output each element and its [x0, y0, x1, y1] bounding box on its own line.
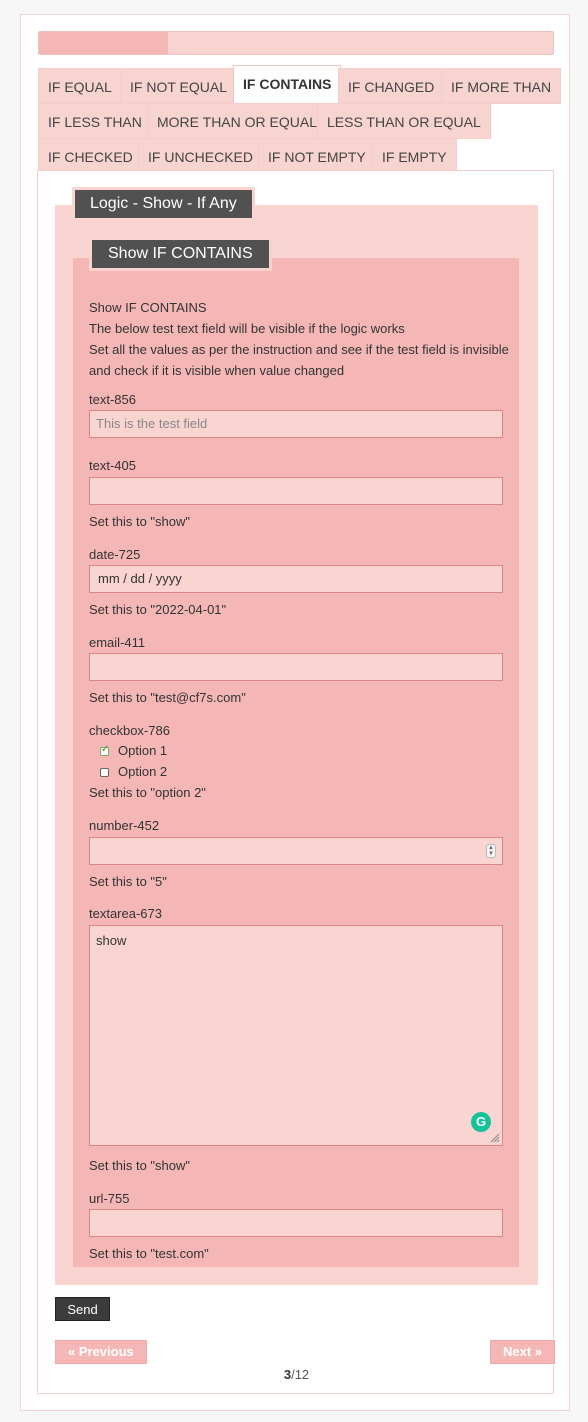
textarea-673-value: show	[96, 933, 127, 948]
tab-less-than-or-equal[interactable]: LESS THAN OR EQUAL	[317, 103, 491, 139]
tab-if-equal[interactable]: IF EQUAL	[38, 68, 122, 104]
option-1-label: Option 1	[118, 743, 168, 758]
tab-if-less-than[interactable]: IF LESS THAN	[38, 103, 152, 139]
logic-group-legend	[72, 187, 255, 221]
number-452-label: number-452	[89, 818, 160, 833]
tab-if-not-equal[interactable]: IF NOT EQUAL	[120, 68, 237, 104]
date-725-input[interactable]: mm / dd / yyyy	[89, 565, 503, 593]
intro-line: and check if it is visible when value changed	[89, 363, 345, 378]
number-452-hint: Set this to "5"	[89, 874, 167, 889]
textarea-673-label: textarea-673	[89, 906, 162, 921]
previous-button[interactable]: « Previous	[55, 1340, 147, 1364]
text-405-hint: Set this to "show"	[89, 514, 190, 529]
tab-if-contains[interactable]: IF CONTAINS	[233, 65, 341, 103]
intro-line: Set all the values as per the instruction and see if the test field is invisible	[89, 342, 509, 357]
email-411-hint: Set this to "test@cf7s.com"	[89, 690, 246, 705]
option-2-label: Option 2	[118, 764, 168, 779]
number-spinner-icon[interactable]: ▲ ▼	[486, 844, 496, 858]
logic-group-title: Logic - Show - If Any	[75, 190, 252, 218]
text-405-input[interactable]	[89, 477, 503, 505]
intro-heading: Show IF CONTAINS	[89, 300, 207, 315]
progress-bar	[38, 31, 554, 55]
tab-if-changed[interactable]: IF CHANGED	[338, 68, 444, 104]
tab-if-checked[interactable]: IF CHECKED	[38, 138, 143, 174]
tab-more-than-or-equal[interactable]: MORE THAN OR EQUAL	[147, 103, 327, 139]
tab-if-unchecked[interactable]: IF UNCHECKED	[138, 138, 263, 174]
date-725-label: date-725	[89, 547, 141, 562]
textarea-673-input[interactable]	[89, 925, 503, 1146]
form-container	[20, 14, 570, 1411]
tab-panel	[37, 170, 554, 1394]
email-411-label: email-411	[89, 635, 146, 650]
email-411-input[interactable]	[89, 653, 503, 681]
next-button[interactable]: Next »	[490, 1340, 555, 1364]
grammarly-icon[interactable]: G	[471, 1112, 491, 1132]
option-2-checkbox[interactable]	[100, 768, 109, 777]
date-725-hint: Set this to "2022-04-01"	[89, 602, 227, 617]
option-1-checkbox[interactable]	[100, 747, 109, 756]
resize-handle-icon[interactable]	[490, 1133, 500, 1143]
text-856-label: text-856	[89, 392, 136, 407]
send-button[interactable]: Send	[55, 1297, 110, 1321]
url-755-hint: Set this to "test.com"	[89, 1246, 209, 1261]
tab-if-not-empty[interactable]: IF NOT EMPTY	[258, 138, 376, 174]
text-856-input[interactable]: This is the test field	[89, 410, 503, 438]
checkbox-786-label: checkbox-786	[89, 723, 170, 738]
number-452-input[interactable]	[89, 837, 503, 865]
total-pages: /12	[291, 1367, 310, 1382]
show-group-legend	[89, 237, 272, 271]
checkbox-786-hint: Set this to "option 2"	[89, 785, 206, 800]
url-755-input[interactable]	[89, 1209, 503, 1237]
text-405-label: text-405	[89, 458, 136, 473]
progress-fill	[39, 32, 168, 54]
tab-if-empty[interactable]: IF EMPTY	[372, 138, 457, 174]
intro-line: The below test text field will be visible if the logic works	[89, 321, 405, 336]
url-755-label: url-755	[89, 1191, 130, 1206]
current-page: 3	[283, 1367, 292, 1382]
textarea-673-hint: Set this to "show"	[89, 1158, 190, 1173]
pagination	[38, 1367, 555, 1382]
tab-if-more-than[interactable]: IF MORE THAN	[441, 68, 561, 104]
show-group-title: Show IF CONTAINS	[92, 240, 269, 268]
